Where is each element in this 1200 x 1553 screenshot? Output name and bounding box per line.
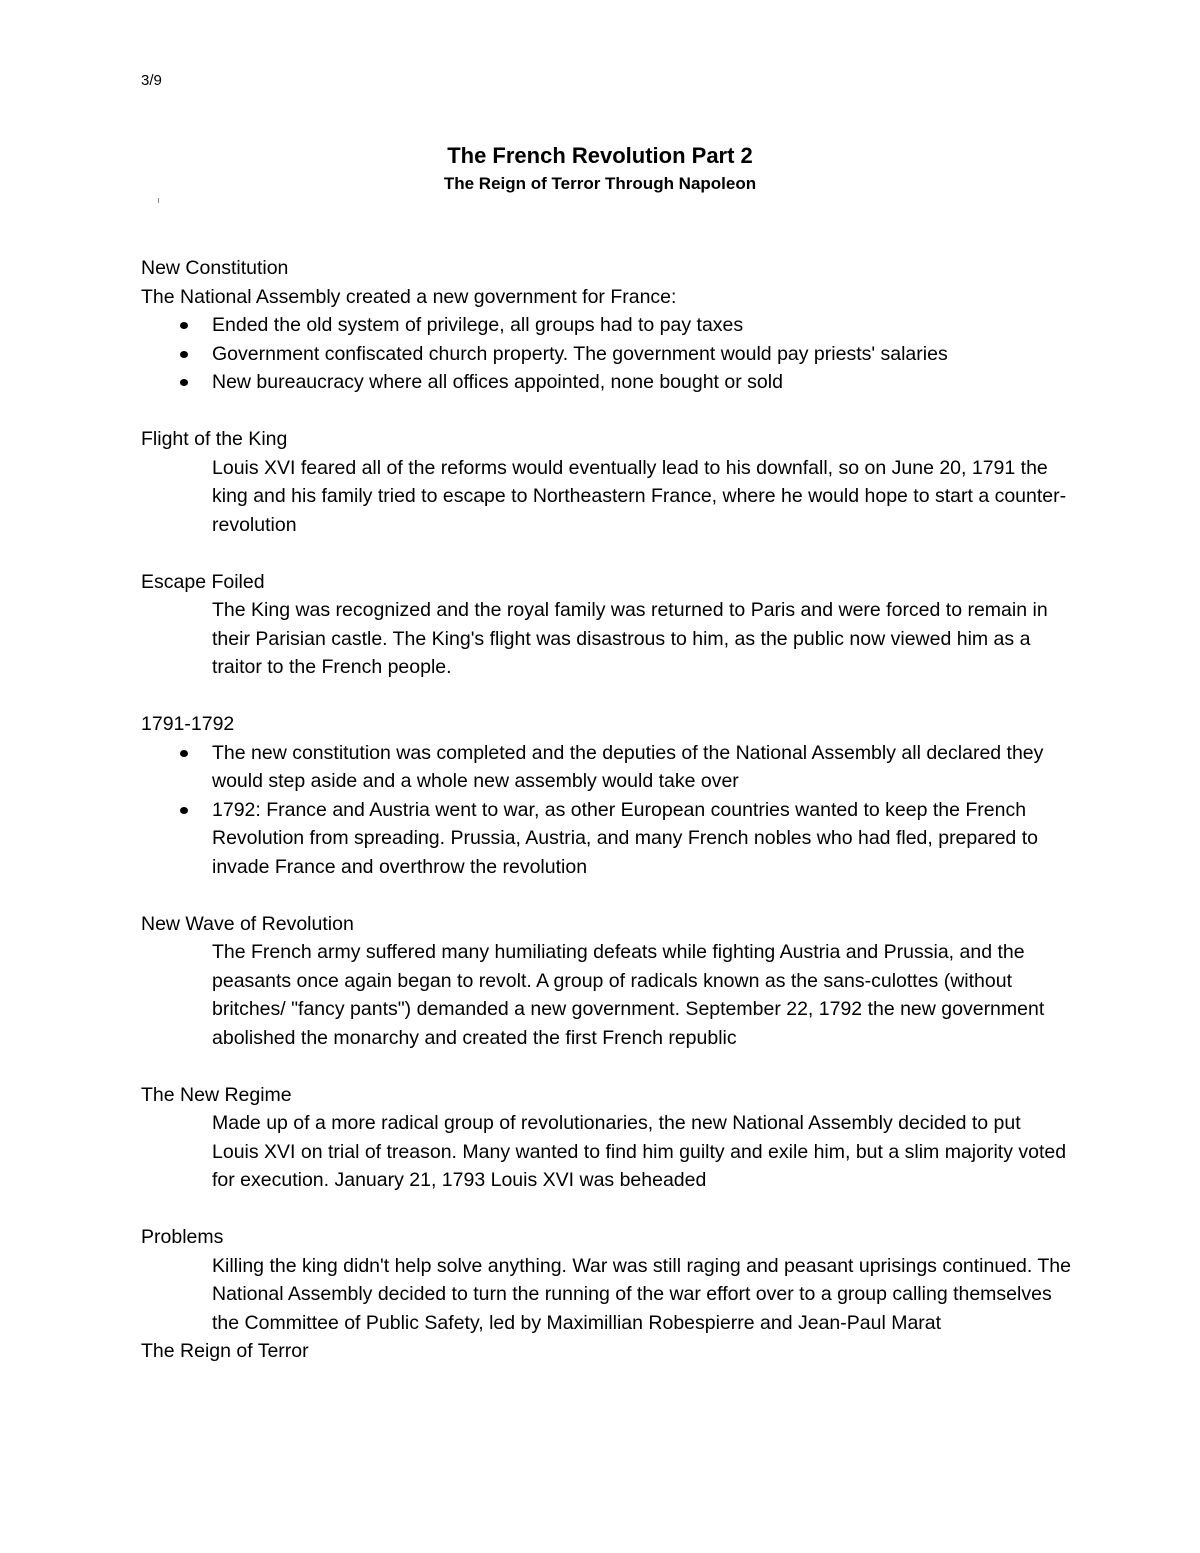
bullet-list bbox=[141, 739, 1071, 882]
section-heading: New Constitution bbox=[141, 257, 289, 279]
section-intro: The National Assembly created a new government for France: bbox=[141, 285, 677, 308]
section-flight-of-the-king bbox=[141, 425, 1071, 539]
bullet-item: New bureaucracy where all offices appointed, none bought or sold bbox=[212, 368, 1071, 397]
page-date: 3/9 bbox=[141, 72, 162, 89]
section-heading: Escape Foiled bbox=[141, 570, 265, 593]
section-new-regime bbox=[141, 1081, 1071, 1195]
bullet-item: The new constitution was completed and the deputies of the National Assembly all declared they would step aside and a whole new assembly would take over bbox=[212, 739, 1071, 796]
section-heading: 1791-1792 bbox=[141, 713, 235, 735]
document-subtitle: The Reign of Terror Through Napoleon bbox=[443, 174, 757, 193]
section-paragraph: The King was recognized and the royal family was returned to Paris and were forced to remain in their Parisian castle. The King's flight was disastrous to him, as the public now viewed him as a traitor to the French people. bbox=[212, 599, 1048, 678]
section-reign-of-terror bbox=[141, 1337, 1071, 1366]
section-paragraph: Louis XVI feared all of the reforms would eventually lead to his downfall, so on June 20, 1791 the king and his family tried to escape to Northeastern France, where he would hope to start a counter-revolution bbox=[212, 456, 1067, 536]
section-paragraph: Killing the king didn't help solve anything. War was still raging and peasant uprisings continued. The National Assembly decided to turn the running of the war effort over to a group calling themselves the Committee of Public Safety, led by Maximillian Robespierre and Jean-Paul Marat bbox=[212, 1254, 1071, 1334]
section-new-constitution bbox=[141, 254, 1071, 397]
bullet-item: 1792: France and Austria went to war, as other European countries wanted to keep the French Revolution from spreading. Prussia, Austria, and many French nobles who had fled, prepared to invade France and overthrow the revolution bbox=[212, 796, 1071, 882]
section-heading: Problems bbox=[141, 1226, 224, 1248]
document-title: The French Revolution Part 2 bbox=[447, 143, 753, 168]
bullet-item: Ended the old system of privilege, all groups had to pay taxes bbox=[212, 311, 1071, 340]
section-escape-foiled bbox=[141, 568, 1071, 682]
section-problems bbox=[141, 1223, 1071, 1337]
section-1791-1792 bbox=[141, 710, 1071, 881]
bullet-item: Government confiscated church property. The government would pay priests' salaries bbox=[212, 340, 1071, 369]
section-heading: The Reign of Terror bbox=[141, 1340, 309, 1362]
section-heading: New Wave of Revolution bbox=[141, 912, 354, 935]
bullet-list bbox=[141, 311, 1071, 397]
section-paragraph: Made up of a more radical group of revolutionaries, the new National Assembly decided to put Louis XVI on trial of treason. Many wanted to find him guilty and exile him, but a slim majority voted for execution. January 21, 1793 Louis XVI was beheaded bbox=[212, 1112, 1067, 1191]
section-paragraph: The French army suffered many humiliating defeats while fighting Austria and Prussia, and the peasants once again began to revolt. A group of radicals known as the sans-culottes (without britches/ "fancy pants") demanded a new government. September 22, 1792 the new government abolished the monarchy and created the first French republic bbox=[212, 941, 1045, 1049]
document-body bbox=[141, 254, 1071, 1366]
section-heading: The New Regime bbox=[141, 1083, 292, 1106]
section-new-wave bbox=[141, 910, 1071, 1053]
section-heading: Flight of the King bbox=[141, 428, 288, 450]
stray-mark bbox=[158, 198, 159, 203]
